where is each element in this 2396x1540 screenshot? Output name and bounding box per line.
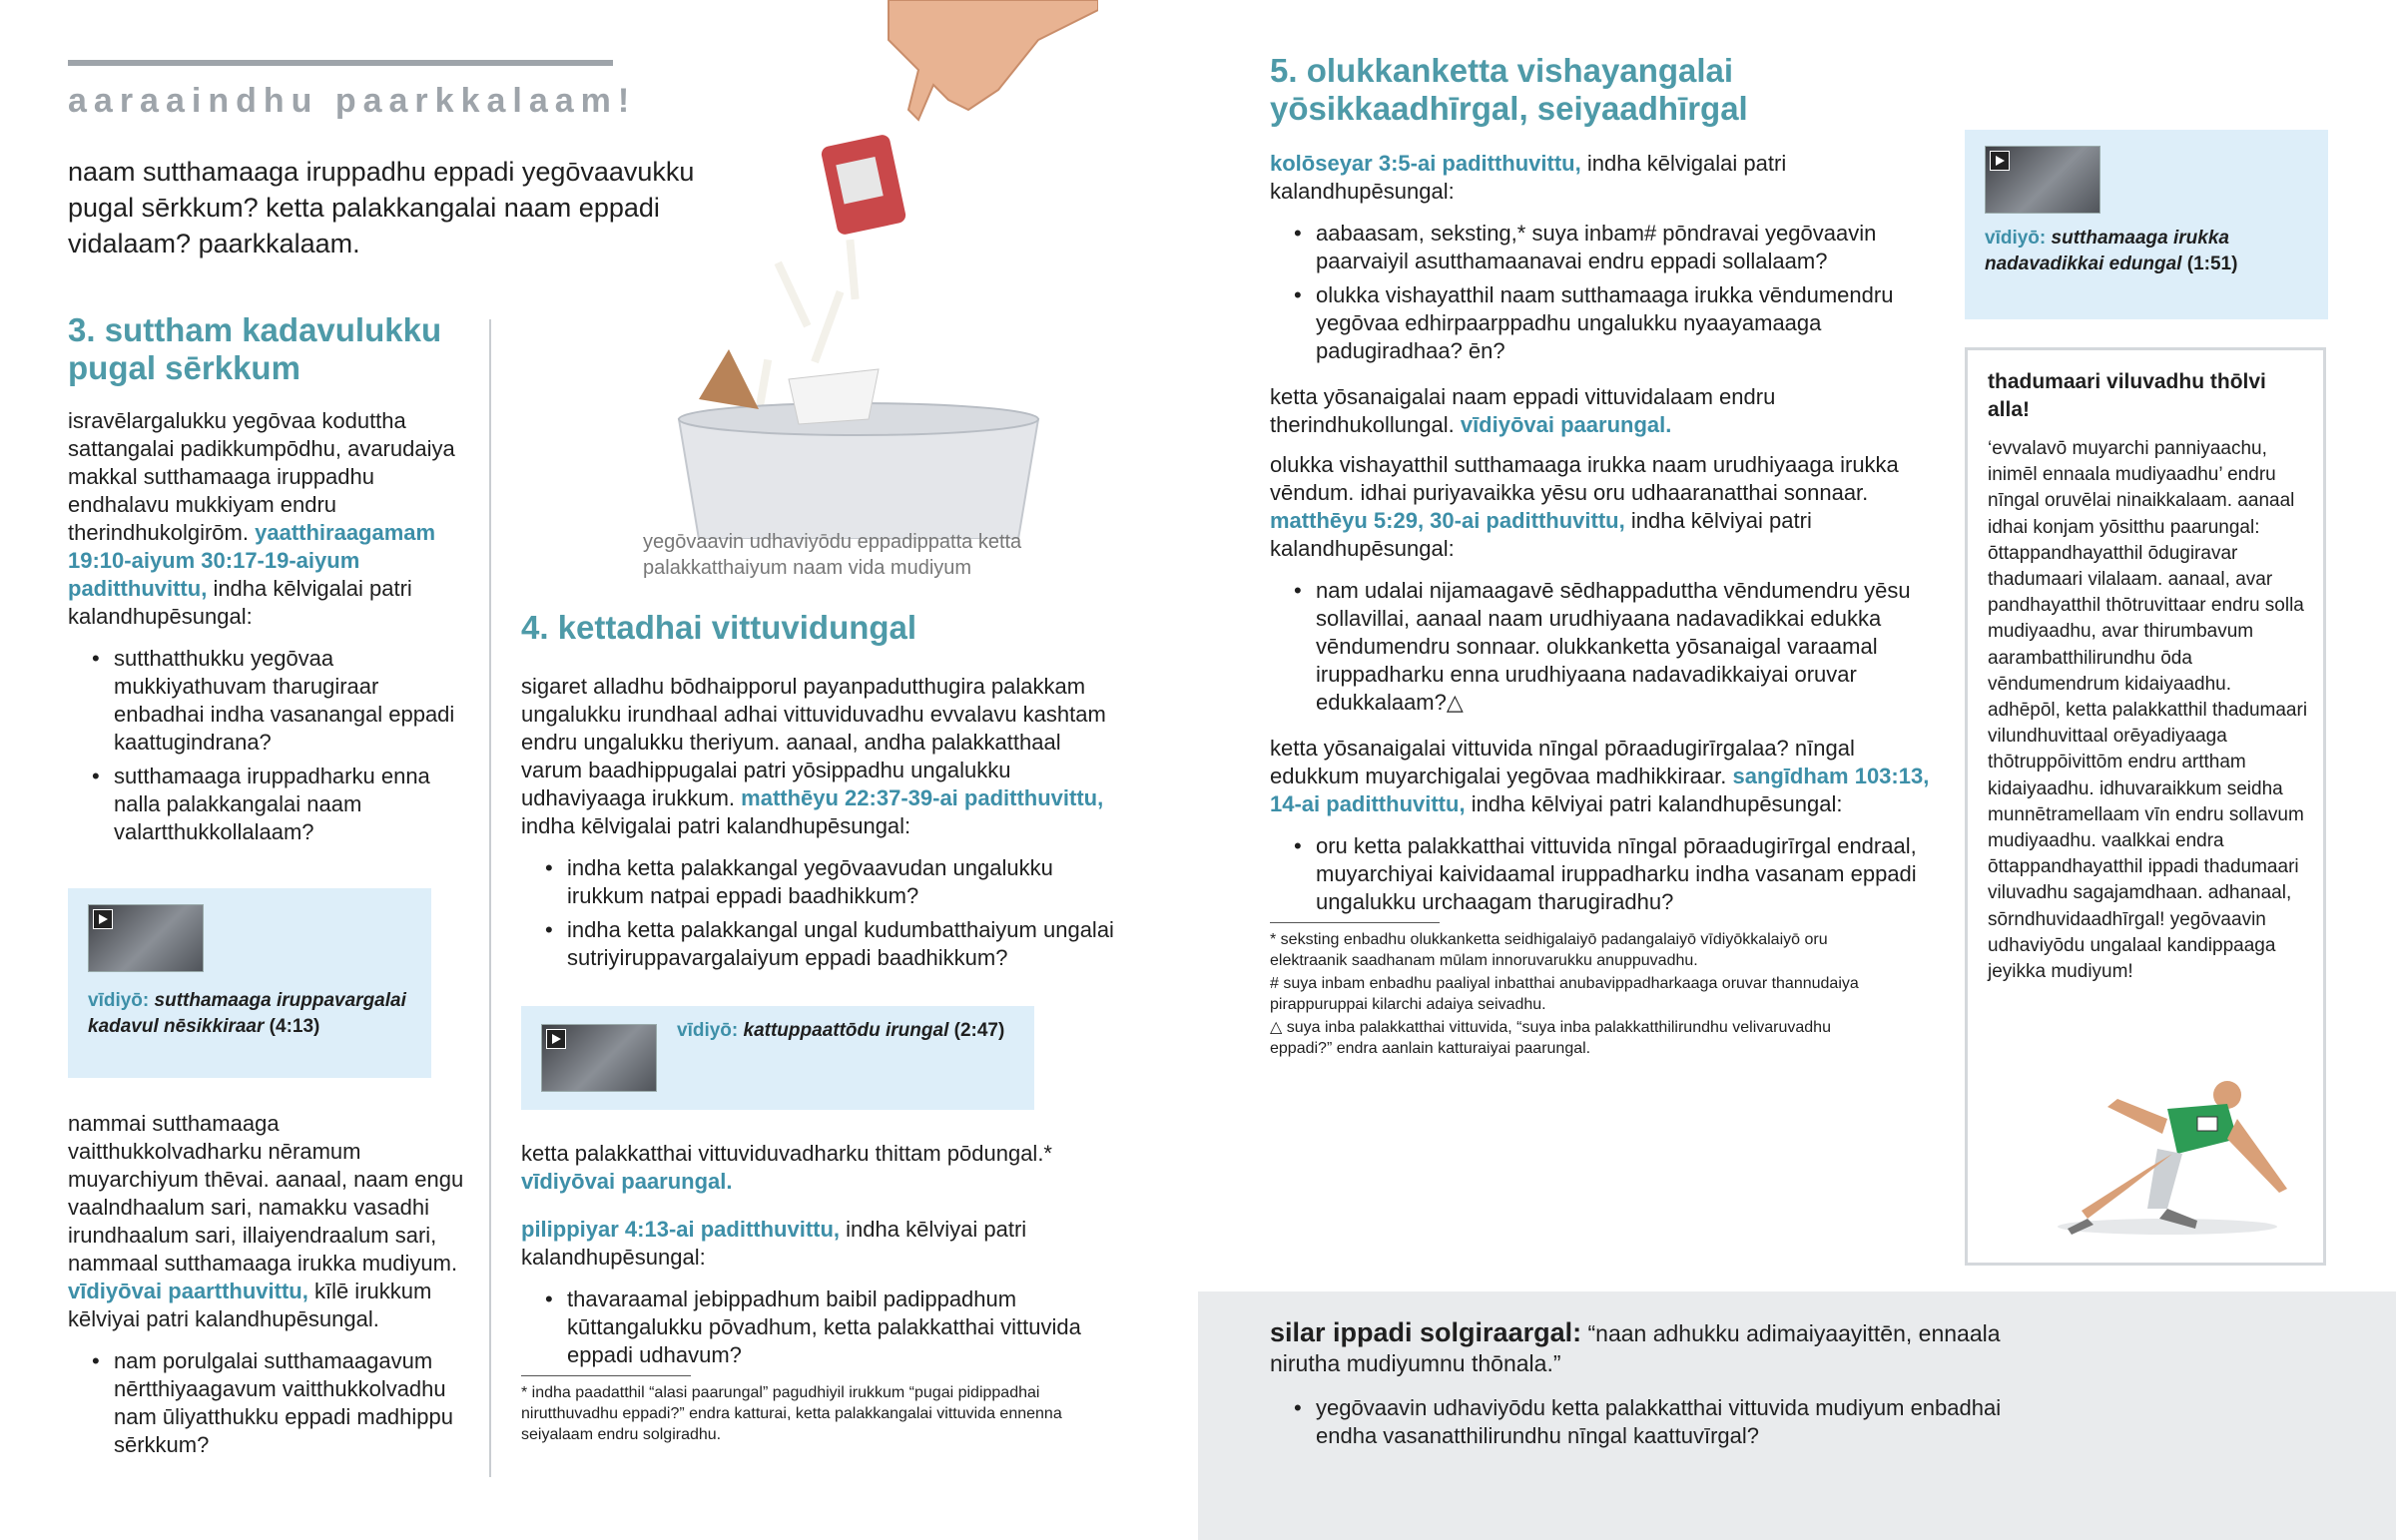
video-title[interactable]: sutthamaaga irukka nadavadikkai edungal	[1985, 228, 2229, 274]
section3-para1-end: indha kēlvigalai patri kalandhupēsungal:	[68, 576, 412, 629]
section3-bullets	[68, 645, 467, 846]
others-say-lead: silar ippadi solgiraargal:	[1270, 1317, 1582, 1347]
section5-para3-text: olukka vishayatthil sutthamaaga irukka naam urudhiyaaga irukka vēndum. idhai puriyavaikka yēsu oru udhaaranatthai sonnaar.	[1270, 452, 1899, 505]
list-item: • indha ketta palakkangal ungal kudumbatthaiyum ungalai sutriyiruppavargalaiyum eppadi baadhikkum?	[521, 916, 1120, 972]
list-item: • indha ketta palakkangal yegōvaavudan ungalukku irukkum natpai eppadi baadhikkum?	[521, 854, 1120, 910]
section5-para4-text: ketta yōsanaigalai vittuvida nīngal pōraadugirīrgalaa? nīngal edukkum muyarchigalai yegōvaa madhikkiraar.	[1270, 736, 1855, 788]
others-say-text	[1270, 1317, 2049, 1378]
section5-para4-end: indha kēlviyai patri kalandhupēsungal:	[1471, 791, 1843, 816]
section3-scripture-link[interactable]: yaatthiraagamam 19:10-aiyum 30:17-19-aiyum paditthuvittu,	[68, 520, 436, 601]
footnote-rule	[521, 1375, 691, 1376]
footnote: △ suya inba palakkatthai vittuvida, “suya inba palakkatthilirundhu velivaruvadhu eppadi?” endra aanlain katturaiyai paarungal.	[1270, 1019, 1831, 1057]
video-box-sidebar[interactable]	[1965, 130, 2328, 319]
section3-para1	[68, 407, 467, 631]
section4-title: 4. kettadhai vittuvidungal	[521, 609, 917, 646]
section4-para1-text: sigaret alladhu bōdhaipporul payanpadutthugira palakkam ungalukku irundhaal adhai vittuviduvadhu evvalavu kashtam endru ungalukku theriyum. aanaal, andha palakkatthaal varum baadhippugalai patri yōsippadhu ungalukku udhaviyaaga irukkum.	[521, 674, 1106, 810]
column-divider	[489, 319, 491, 1477]
footnote: * seksting enbadhu olukkanketta seidhigalaiyō padangalaiyō vīdiyōkkalaiyō oru elektraanik saadhanam mūlam innoruvarukku anuppuvadhu.	[1270, 931, 1828, 969]
play-icon[interactable]	[546, 1029, 566, 1049]
trash-illustration	[619, 0, 1098, 539]
video-title[interactable]: kattuppaattōdu irungal	[743, 1020, 949, 1041]
image-caption: yegōvaavin udhaviyōdu eppadippatta ketta palakkatthaiyum naam vida mudiyum	[643, 531, 1022, 579]
video-title[interactable]: sutthamaaga iruppavargalai kadavul nēsikkiraar	[88, 990, 406, 1037]
section5-scripture-link[interactable]: kolōseyar 3:5-ai paditthuvittu,	[1270, 151, 1581, 176]
video-box-section3[interactable]	[68, 888, 431, 1078]
section5-para3-end: indha kēlviyai patri kalandhupēsungal:	[1270, 508, 1812, 561]
intro-text: naam sutthamaaga iruppadhu eppadi yegōvaavukku pugal sērkkum? ketta palakkangalai naam eppadi vidalaam? paarkkalaam.	[68, 157, 695, 258]
section4-scripture-link[interactable]: pilippiyar 4:13-ai paditthuvittu,	[521, 1217, 841, 1242]
section5	[1270, 52, 1949, 1059]
list-item: • oru ketta palakkatthai vittuvida nīngal pōraadugirīrgal endraal, muyarchiyai kaividaamal iruppadharku indha vasanam eppadi ungalukku urchaagam tharugiradhu?	[1270, 832, 1949, 916]
encouragement-box	[1965, 347, 2326, 1266]
section5-para3	[1270, 451, 1949, 563]
video-label	[1985, 226, 2314, 277]
section5-para2-text: ketta yōsanaigalai naam eppadi vittuvidalaam endru therindhukollungal.	[1270, 384, 1776, 437]
play-icon[interactable]	[93, 909, 113, 929]
section5-para2	[1270, 383, 1949, 439]
section3-bullets2	[68, 1347, 467, 1459]
video-thumbnail[interactable]	[1985, 146, 2100, 214]
section3-para2-text: nammai sutthamaaga vaitthukkolvadharku nēramum muyarchiyum thēvai. aanaal, naam engu vaalndhaalum sari, namakku vasadhi irundhaalum sari, illaiyendraalum sari, nammaal sutthamaaga irukka mudiyum.	[68, 1111, 464, 1276]
section5-para1-end: indha kēlvigalai patri kalandhupēsungal:	[1270, 151, 1787, 204]
section4-para2-text: ketta palakkatthai vittuviduvadharku thittam pōdungal.*	[521, 1141, 1052, 1166]
section5-scripture-link[interactable]: matthēyu 5:29, 30-ai paditthuvittu,	[1270, 508, 1625, 533]
box-title: thadumaari viluvadhu thōlvi alla!	[1988, 370, 2266, 421]
section4-bullets2	[521, 1285, 1120, 1369]
runner-illustration	[2048, 1059, 2307, 1239]
list-item: • nam porulgalai sutthamaagavum nērtthiyaagavum vaitthukkolvadhu nam ūliyatthukku eppadi madhippu sērkkum?	[68, 1347, 467, 1459]
section4-para3-end: indha kēlviyai patri kalandhupēsungal:	[521, 1217, 1027, 1270]
list-item: • sutthatthukku yegōvaa mukkiyathuvam tharugiraar enbadhai indha vasanangal eppadi kaattugindrana?	[68, 645, 467, 757]
footnote: * indha paadatthil “alasi paarungal” pagudhiyil irukkum “pugai pidippadhai nirutthuvadhu eppadi?” endra katturai, ketta palakkangalai vittuvida ennenna seiyalaam endru solgiradhu.	[521, 1384, 1062, 1443]
video-prefix: vīdiyō:	[88, 990, 150, 1011]
section4-para1-end: indha kēlvigalai patri kalandhupēsungal:	[521, 813, 911, 838]
section4-bullets	[521, 854, 1120, 972]
heading-rule	[68, 60, 613, 66]
section4	[521, 609, 1120, 978]
video-prefix: vīdiyō:	[677, 1020, 739, 1041]
section4-para1	[521, 673, 1120, 840]
section5-bullets1	[1270, 220, 1949, 365]
section4-cont	[521, 1140, 1120, 1445]
box-text: ‘evvalavō muyarchi panniyaachu, inimēl ennaala mudiyaadhu’ endru nīngal oruvēlai ninaikkalaam. aanaal idhai konjam yōsitthu paarungal: ōttappandhayatthil ōdugiravar thadumaari vilalaam. aanaal, avar pandhayatthil thōtruvittaar endru solla mudiyaadhu, avar thirumbavum aarambatthilirundhu ōda vēndumendrum kidaiyaadhu. adhēpōl, ketta palakkatthil thadumaari vilundhuvittaal orēyadiyaaga thōtruppōivittōm endru arttham kidaiyaadhu. idhuvaraikkum seidha munnētramellaam vīn endru sollavum mudiyaadhu. vaalkkai endra ōttappandhayatthil ippadi thadumaari viluvadhu sagajamdhaan. adhanaal, sōrndhuvidaadhīrgal! yegōvaavin udhaviyōdu ungalaal kandippaaga jeyikka mudiyum!	[1988, 438, 2308, 983]
section3-para1-text: isravēlargalukku yegōvaa koduttha sattangalai padikkumpōdhu, avarudaiya makkal sutthamaaga iruppadhu endhalavu mukkiyam endru therindhukolgirōm.	[68, 408, 455, 545]
footnote-rule	[1270, 922, 1440, 923]
section4-para2	[521, 1140, 1120, 1196]
section3-para2-end: kīlē irukkum kēlviyai patri kalandhupēsungal.	[68, 1279, 432, 1331]
section5-scripture-link[interactable]: sangīdham 103:13, 14-ai paditthuvittu,	[1270, 764, 1930, 816]
video-box-section4[interactable]	[521, 1006, 1034, 1110]
section3-cont	[68, 1110, 467, 1465]
list-item: • aabaasam, seksting,* suya inbam# pōndravai yegōvaavin paarvaiyil asutthamaanavai endru eppadi sollalaam?	[1270, 220, 1949, 275]
play-icon[interactable]	[1990, 151, 2010, 171]
page-heading: aaraaindhu paarkkalaam!	[68, 82, 637, 120]
section5-para1	[1270, 150, 1949, 206]
list-item: • olukka vishayatthil naam sutthamaaga irukka vēndumendru yegōvaa edhirpaarppadhu ungalukku nyaayamaaga padugiradhaa? ēn?	[1270, 281, 1949, 365]
section5-bullets2	[1270, 577, 1949, 717]
video-thumbnail[interactable]	[88, 904, 204, 972]
video-prefix: vīdiyō:	[1985, 228, 2047, 249]
video-label	[677, 1018, 1026, 1044]
section5-title: 5. olukkanketta vishayangalai yōsikkaadhīrgal, seiyaadhīrgal	[1270, 52, 1748, 127]
footnote: # suya inbam enbadhu paaliyal inbatthai anubavippadharkaaga oruvar thannudaiya pirappuruppai kilarchi adaiya seivadhu.	[1270, 975, 1859, 1013]
video-link[interactable]: vīdiyōvai paarungal.	[1460, 412, 1672, 437]
section3-title: 3. suttham kadavulukku pugal sērkkum	[68, 311, 442, 386]
list-item: • nam udalai nijamaagavē sēdhappaduttha vēndumendru yēsu sollavillai, aanaal naam urudhiyaana nadavadikkai edukka vēndumendru sonnaar. olukkanketta yōsanaigal varaamal iruppadharku enna urudhiyaana nadavadikkaiyai oruvar edukkalaam?△	[1270, 577, 1949, 717]
section4-scripture-link[interactable]: matthēyu 22:37-39-ai paditthuvittu,	[741, 785, 1104, 810]
section5-para4	[1270, 735, 1949, 818]
section5-bullets3	[1270, 832, 1949, 916]
section4-para3	[521, 1216, 1120, 1272]
video-duration: (2:47)	[953, 1020, 1005, 1041]
video-link[interactable]: vīdiyōvai paartthuvittu,	[68, 1279, 308, 1303]
section3	[68, 311, 467, 852]
video-duration: (4:13)	[269, 1016, 320, 1037]
video-duration: (1:51)	[2186, 254, 2238, 274]
others-say-bullets	[1270, 1394, 2049, 1450]
others-say	[1270, 1317, 2049, 1456]
list-item: • sutthamaaga iruppadharku enna nalla palakkangalai naam valartthukkollalaam?	[68, 763, 467, 846]
list-item: • yegōvaavin udhaviyōdu ketta palakkatthai vittuvida mudiyum enbadhai endha vasanatthilirundhu nīngal kaattuvīrgal?	[1270, 1394, 2049, 1450]
others-say-quote: “naan adhukku adimaiyaayittēn, ennaala nirutha mudiyumnu thōnala.”	[1270, 1320, 2001, 1376]
video-link[interactable]: vīdiyōvai paarungal.	[521, 1169, 733, 1194]
video-label	[88, 988, 417, 1040]
video-thumbnail[interactable]	[541, 1024, 657, 1092]
section3-para2	[68, 1110, 467, 1333]
list-item: • thavaraamal jebippadhum baibil padippadhum kūttangalukku pōvadhum, ketta palakkatthai vittuvida eppadi udhavum?	[521, 1285, 1120, 1369]
